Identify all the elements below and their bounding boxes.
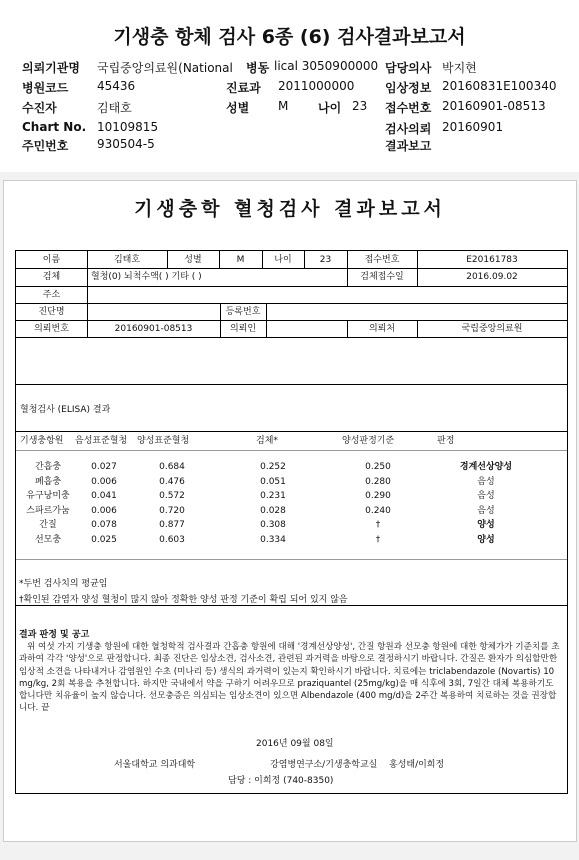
- elisa-neg-cell: 0.006: [91, 476, 117, 487]
- request-date-value: 20160901: [442, 120, 504, 134]
- sex-label: 성별: [226, 101, 250, 115]
- report-sheet: [3, 180, 577, 842]
- elisa-sample-cell: 0.308: [260, 520, 286, 531]
- chart-no-value: 10109815: [97, 120, 159, 134]
- contact-info: 담당 : 이희정 (740-8350): [228, 776, 334, 786]
- doctor-value: 박지현: [442, 61, 477, 75]
- elisa-neg-cell: 0.078: [91, 520, 117, 531]
- name-value: 김태호: [113, 255, 141, 265]
- elisa-sample-cell: 0.252: [260, 462, 286, 472]
- hospital-code-label: 병원코드: [22, 81, 69, 95]
- elisa-pos-cell: 0.603: [159, 535, 185, 545]
- patient-value: 김태호: [97, 101, 132, 115]
- elisa-name-cell: 스파르가눔: [26, 505, 70, 516]
- elisa-section-title: 혈청검사 (ELISA) 결과: [20, 405, 111, 415]
- elisa-cutoff-cell: 0.280: [365, 476, 391, 487]
- elisa-name-cell: 간질: [39, 520, 57, 531]
- sex-label: 성별: [184, 255, 202, 265]
- age-label: 나이: [318, 101, 342, 115]
- elisa-neg-cell: 0.025: [91, 535, 117, 545]
- elisa-cutoff-cell: 0.250: [365, 462, 391, 472]
- report-frame: [15, 250, 568, 794]
- diagnosis-label: 진단명: [38, 307, 65, 317]
- name-label: 이름: [42, 255, 61, 265]
- sex-value: M: [278, 99, 289, 113]
- elisa-cutoff-cell: †: [375, 520, 381, 531]
- specimen-value: 혈청(0) 뇌척수액( ) 기타 ( ): [91, 272, 202, 282]
- elisa-neg-cell: 0.027: [91, 462, 117, 472]
- receipt-date-label: 검체접수일: [360, 272, 404, 282]
- registration-label: 등록번호: [225, 307, 261, 317]
- elisa-cutoff-cell: †: [375, 535, 381, 545]
- department-label: 진료과: [226, 81, 261, 95]
- request-no-value: 20160901-08513: [114, 324, 193, 334]
- elisa-neg-cell: 0.006: [91, 505, 117, 516]
- col-cutoff: 양성판정기준: [342, 436, 395, 446]
- address-label: 주소: [42, 290, 61, 300]
- conclusion-title: 결과 판정 및 공고: [19, 630, 90, 640]
- clinical-info-value: 20160831E100340: [442, 79, 557, 93]
- age-value: 23: [352, 99, 368, 113]
- requesting-institution-label: 의뢰기관명: [22, 61, 80, 75]
- elisa-name-cell: 선모충: [34, 535, 62, 545]
- elisa-pos-cell: 0.877: [159, 520, 185, 531]
- clinical-info-label: 임상정보: [385, 81, 432, 95]
- report-header: [0, 0, 579, 172]
- elisa-result-cell: 양성: [477, 520, 495, 531]
- elisa-name-cell: 폐흡충: [34, 476, 62, 487]
- reception-value: E20161783: [466, 255, 518, 265]
- specimen-label: 검체: [42, 272, 61, 282]
- elisa-sample-cell: 0.051: [260, 476, 286, 487]
- elisa-pos-cell: 0.476: [159, 476, 185, 487]
- university-name: 서울대학교 의과대학: [114, 760, 196, 770]
- elisa-result-cell: 경계선상양성: [459, 462, 513, 472]
- col-specimen: 검체*: [256, 436, 278, 446]
- report-date: 2016년 09월 08일: [256, 739, 334, 749]
- conclusion-text: 위 여섯 가지 기생충 항원에 대한 혈청학적 검사결과 간흡충 항원에 대해 '경계선상양성', 간질 항원과 선모충 항원에 대한 항체가가 기준치를 초과하여 각각 '양성'으로 판정합니다. 최종 진단은 임상소견, 검사소견, 관련된 과거력을 바탕으로 결정하시기 바랍니다. 간질은 환자가 의심할만한 임상적 소견을 나타내거나 감염원인 수초 (미나리 등) 생식의 과거력이 있는지 확인하시기 바랍니다. 치료에는 triclabendazole (Novartis) 10 mg/kg, 2회 복용을 추천합니다. 하지만 국내에서 약을 구하기 어려우므로 praziquantel (25mg/kg)을 매 식후에 3회, 7일간 대체 복용하기도 합니다만 치유율이 높지 않습니다. 선모충증은 의심되는 임상소견이 있으면 Albendazole (400 mg/d)을 2주간 복용하여 치료하는 것을 권장합니다. 끝: [19, 642, 560, 714]
- col-judgement: 판정: [437, 436, 455, 446]
- col-positive-std: 양성표준혈청: [137, 436, 190, 446]
- elisa-cutoff-cell: 0.290: [365, 491, 391, 502]
- reception-label: 접수번호: [364, 255, 400, 265]
- ward-label: 병동: [246, 61, 270, 75]
- receipt-date-value: 2016.09.02: [466, 272, 518, 282]
- age-label: 나이: [274, 255, 292, 265]
- elisa-sample-cell: 0.231: [260, 491, 286, 502]
- doctor-label: 담당의사: [385, 61, 432, 75]
- institute-name: 강염병연구소/기생충학교실: [270, 760, 378, 770]
- report-title: 기생충학 혈청검사 결과보고서: [134, 198, 446, 220]
- sex-value: M: [236, 255, 245, 265]
- requesting-place-label: 의뢰처: [368, 324, 396, 334]
- department-value: 2011000000: [278, 79, 355, 93]
- col-parasite: 기생충항원: [20, 436, 64, 446]
- ward-value: lical 3050900000: [274, 59, 379, 73]
- requesting-institution-value: 국립중앙의료원(National: [97, 61, 233, 75]
- elisa-name-cell: 간흡충: [34, 462, 62, 472]
- elisa-result-cell: 음성: [477, 505, 495, 516]
- requester-label: 의뢰인: [229, 324, 257, 334]
- hospital-code-value: 45436: [97, 79, 136, 93]
- age-value: 23: [319, 255, 332, 265]
- signatories: 홍성태/이희정: [389, 760, 445, 770]
- reception-no-label: 접수번호: [385, 101, 432, 115]
- report-label: 결과보고: [385, 139, 432, 153]
- elisa-result-cell: 음성: [477, 476, 495, 487]
- patient-label: 수진자: [22, 101, 57, 115]
- elisa-cutoff-cell: 0.240: [365, 505, 391, 516]
- request-no-label: 의뢰번호: [34, 324, 69, 334]
- footnote-dagger: †확인된 감염자 양성 혈청이 많지 않아 정확한 양성 판정 기준이 확립 되어 있지 않음: [19, 595, 348, 605]
- elisa-result-cell: 음성: [477, 491, 495, 502]
- elisa-name-cell: 유구낭미충: [26, 491, 70, 502]
- resident-no-value: 930504-5: [97, 137, 155, 151]
- header-title: 기생충 항체 검사 6종 (6) 검사결과보고서: [113, 26, 466, 48]
- elisa-pos-cell: 0.572: [159, 491, 185, 502]
- reception-no-value: 20160901-08513: [442, 99, 546, 113]
- elisa-pos-cell: 0.720: [159, 505, 185, 516]
- requesting-place-value: 국립중앙의료원: [461, 324, 523, 334]
- elisa-pos-cell: 0.684: [159, 462, 185, 472]
- chart-no-label: Chart No.: [22, 120, 87, 134]
- resident-no-label: 주민번호: [22, 139, 69, 153]
- elisa-result-cell: 양성: [477, 535, 495, 545]
- request-date-label: 검사의뢰: [385, 122, 432, 136]
- elisa-neg-cell: 0.041: [91, 491, 117, 502]
- footnote-average: *두번 검사치의 평균임: [19, 579, 108, 589]
- elisa-sample-cell: 0.028: [260, 505, 286, 516]
- col-negative-std: 음성표준혈청: [75, 436, 128, 446]
- elisa-sample-cell: 0.334: [260, 535, 286, 545]
